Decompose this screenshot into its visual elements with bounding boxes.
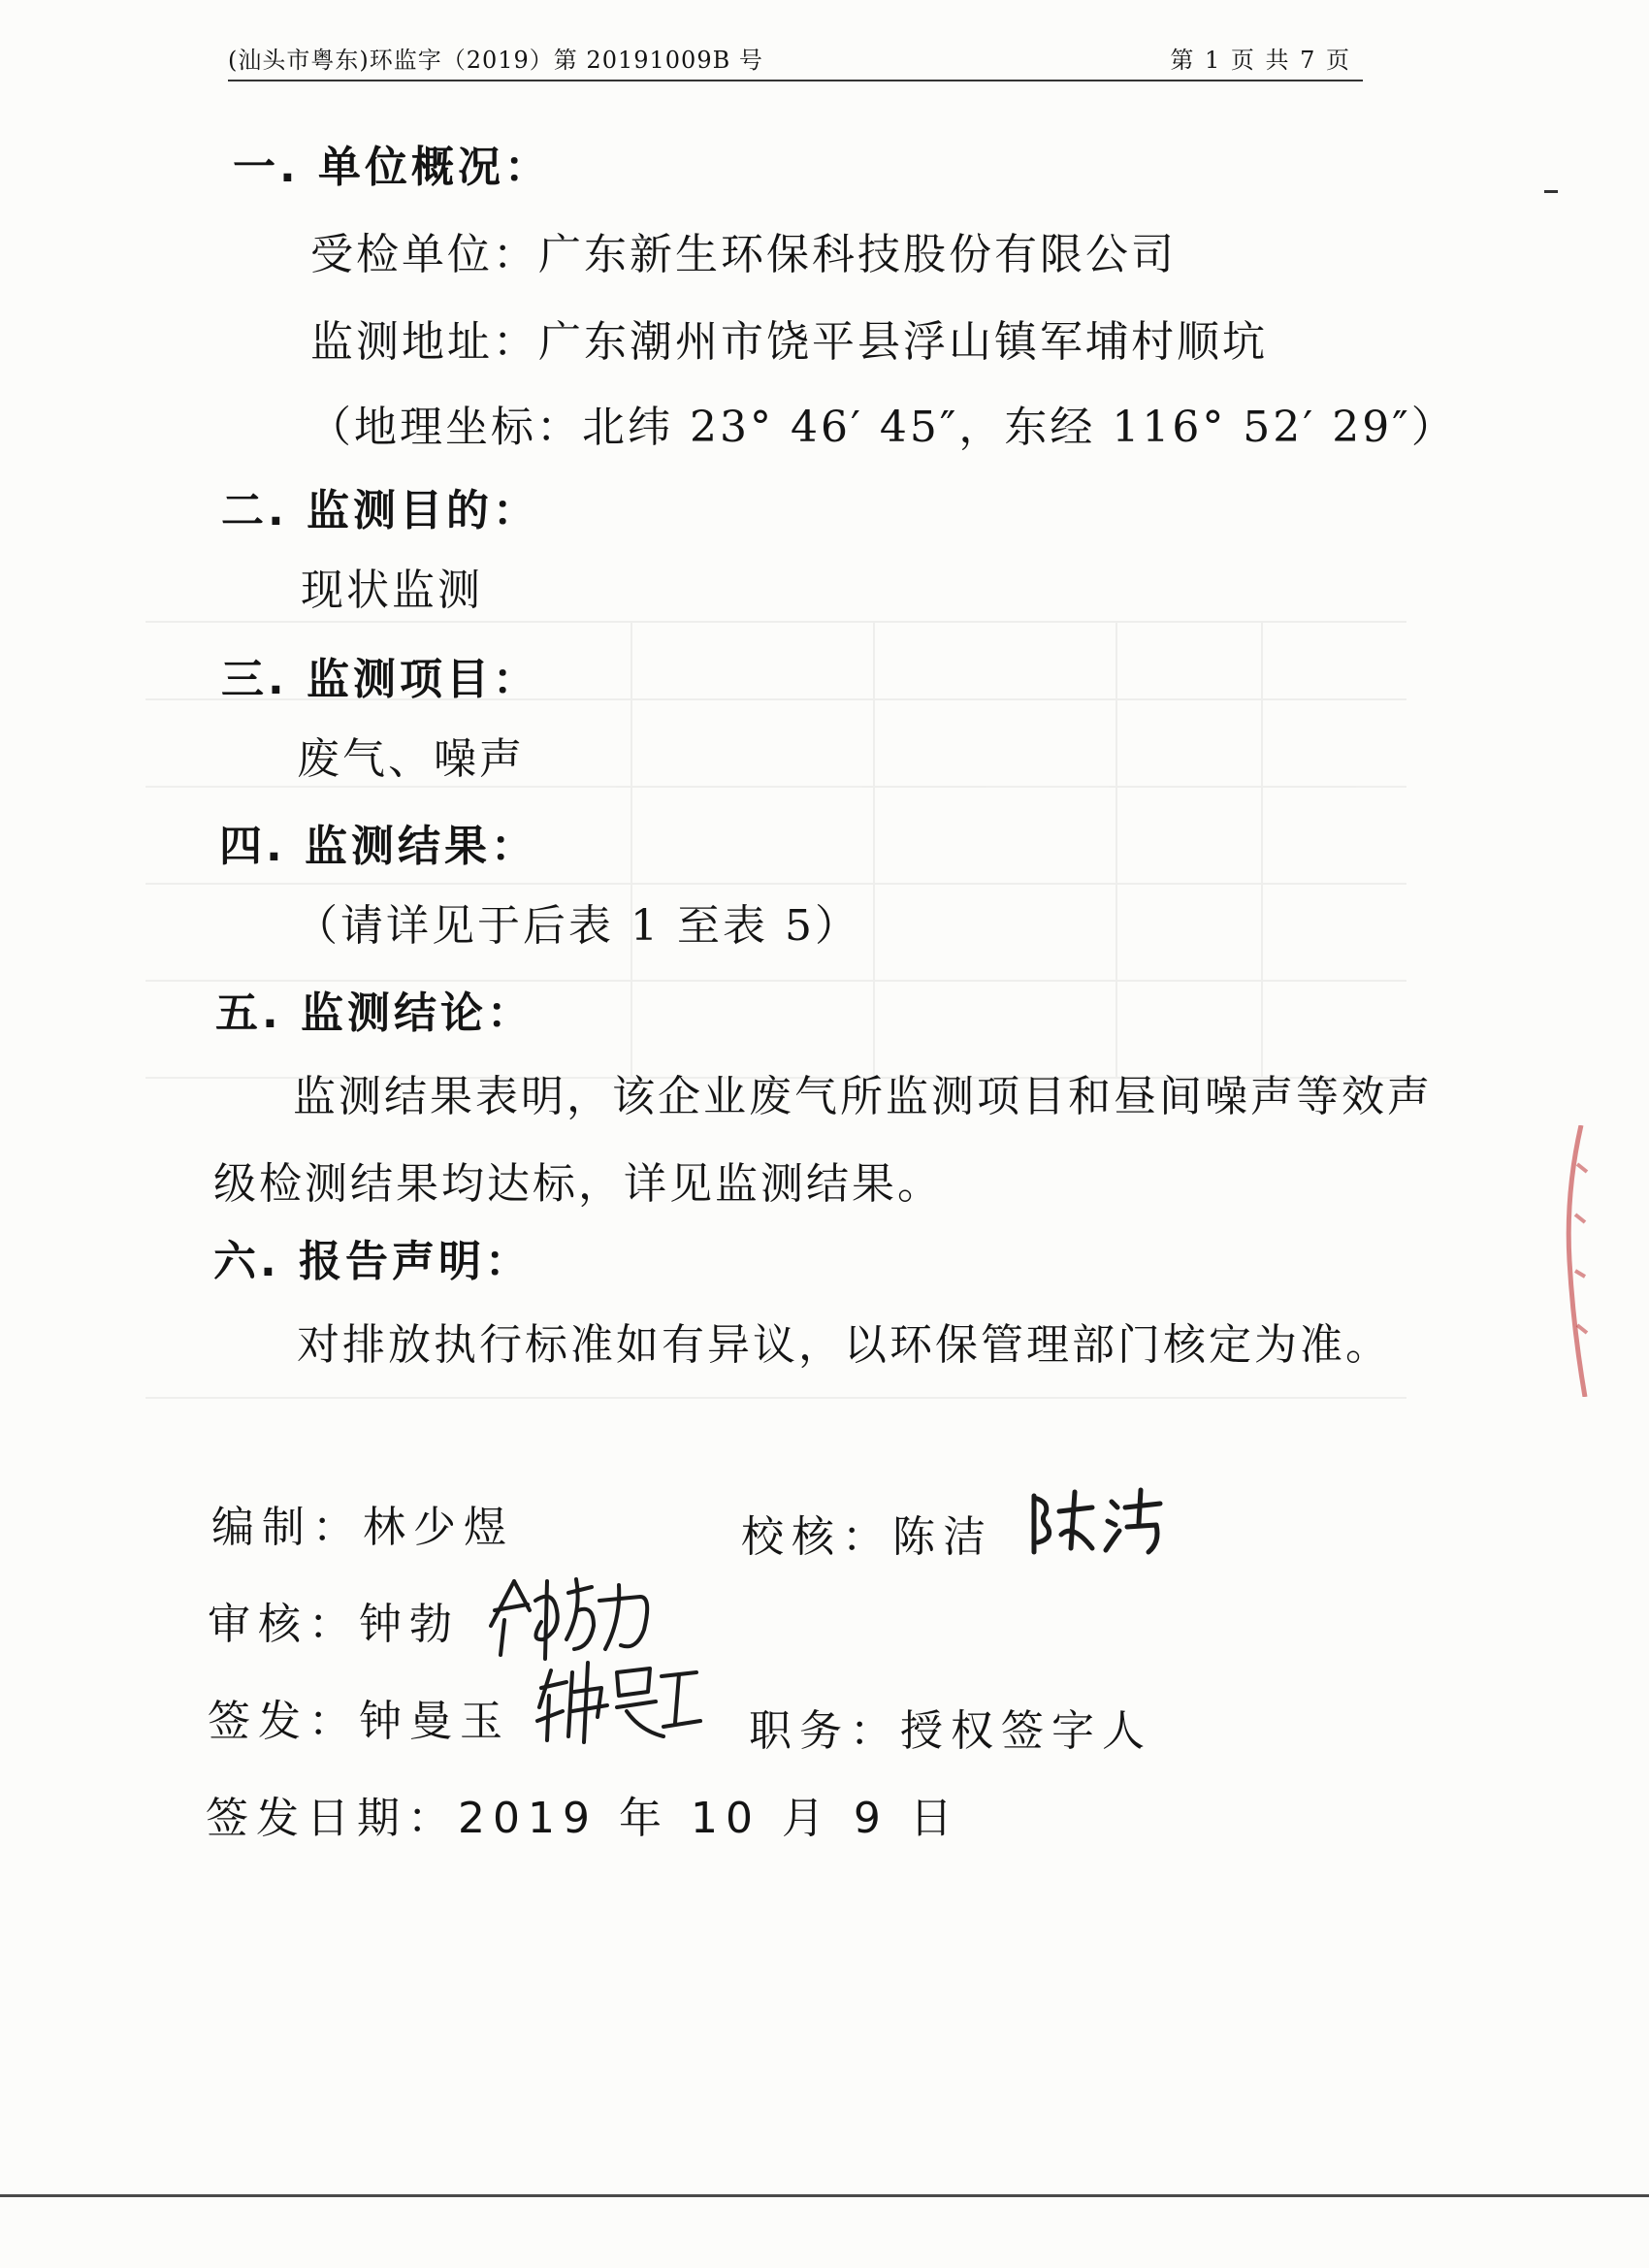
checker-handwritten-signature <box>1024 1484 1170 1562</box>
inspected-unit-line: 受检单位：广东新生环保科技股份有限公司 <box>310 230 1177 279</box>
bottom-scan-edge <box>0 2194 1649 2197</box>
statement-content: 对排放执行标准如有异议，以环保管理部门核定为准。 <box>297 1320 1391 1370</box>
coordinates-line: （地理坐标：北纬 23° 46′ 45″，东经 116° 52′ 29″） <box>308 403 1457 452</box>
conclusion-line-1: 监测结果表明，该企业废气所监测项目和昼间噪声等效声 <box>293 1072 1433 1121</box>
report-number: (汕头市粤东)环监字（2019）第 20191009B 号 <box>228 47 763 74</box>
reviewed-by: 审核：钟勃 <box>208 1600 460 1649</box>
section-unit-overview-title: 一. 单位概况： <box>233 143 552 192</box>
reviewer-handwritten-signature <box>485 1571 660 1669</box>
section-purpose-title: 二. 监测目的： <box>221 486 540 535</box>
items-content: 废气、噪声 <box>297 734 525 784</box>
report-header <box>228 37 1363 81</box>
conclusion-line-2: 级检测结果均达标，详见监测结果。 <box>213 1159 943 1209</box>
checked-by: 校核：陈洁 <box>741 1512 993 1562</box>
section-items-title: 三. 监测项目： <box>221 655 540 704</box>
section-results-title: 四. 监测结果： <box>219 822 538 871</box>
purpose-content: 现状监测 <box>301 566 483 615</box>
issuer-handwritten-signature <box>534 1653 708 1750</box>
issue-date: 签发日期：2019 年 10 月 9 日 <box>206 1794 960 1843</box>
scan-mark <box>1544 190 1558 193</box>
compiled-by: 编制：林少煜 <box>211 1503 514 1552</box>
issued-by: 签发：钟曼玉 <box>208 1697 510 1746</box>
monitoring-address-line: 监测地址：广东潮州市饶平县浮山镇军埔村顺坑 <box>310 317 1268 367</box>
section-statement-title: 六. 报告声明： <box>213 1237 533 1286</box>
section-conclusion-title: 五. 监测结论： <box>215 988 534 1038</box>
partial-official-stamp <box>1562 1125 1591 1397</box>
page-indicator: 第 1 页 共 7 页 <box>1170 47 1351 74</box>
signatory-position: 职务：授权签字人 <box>749 1706 1152 1756</box>
results-content: （请详见于后表 1 至表 5） <box>295 901 860 951</box>
